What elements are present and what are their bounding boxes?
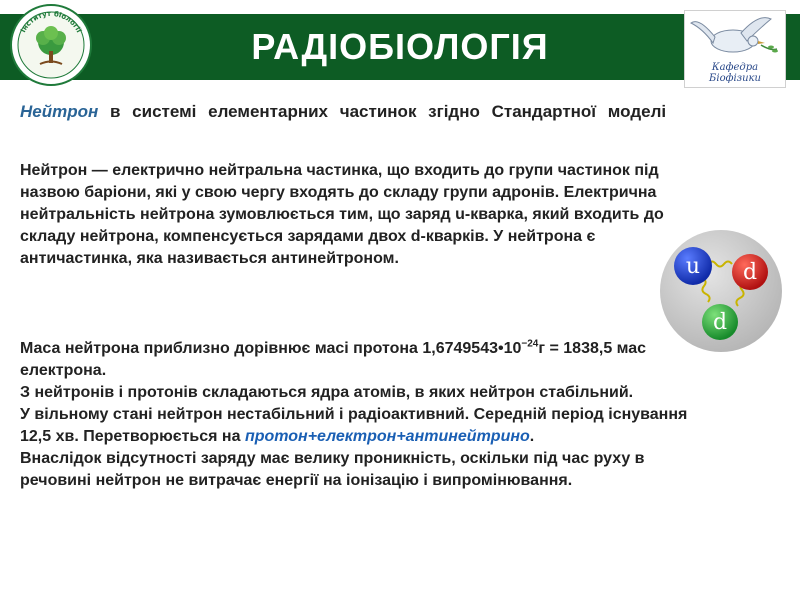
neutron-definition-paragraph: Нейтрон — електрично нейтральна частинка, що входить до групи частинок під назвою баріони, які у свою чергу входять до складу групи адронів. Електрична нейтральність нейтрона зумовлюється тим, що заряд u-кварка, який входить до складу нейтрона, компенсується зарядами двох d-кварків. У нейтрона є античастинка, яка називається антинейтроном.	[20, 162, 664, 267]
down-quark-bottom-label: d	[712, 310, 728, 335]
institute-logo	[10, 4, 92, 86]
free-state-text: У вільному стані нейтрон нестабільний і радіоактивний. Середній період існування 12,5 хв. Перетворюється на	[20, 406, 688, 445]
up-quark	[674, 247, 712, 285]
mass-prefix: Маса нейтрона приблизно дорівнює масі протона 1,6749543•10	[20, 340, 522, 357]
reaction-end: .	[529, 428, 535, 445]
neutron-properties-paragraph	[20, 338, 700, 492]
down-quark-top-label: d	[742, 260, 758, 285]
department-logo	[684, 10, 786, 88]
logo-ring-text: Інститут біології	[19, 9, 83, 34]
mass-suffix: г = 1838,5 мас електрона.	[20, 340, 647, 379]
down-quark-top	[732, 254, 768, 290]
subtitle-accent: Нейтрон	[20, 102, 99, 121]
penetration-statement: Внаслідок відсутності заряду має велику проникність, оскільки під час руху в речовині нейтрон не витрачає енергії на іонізацію і випромінювання.	[20, 450, 645, 489]
subtitle-rest: в системі елементарних частинок згідно Стандартної моделі	[98, 102, 667, 121]
decay-reaction: протон+електрон+антинейтрино	[244, 428, 530, 445]
free-state-statement	[20, 404, 700, 448]
header	[0, 0, 800, 90]
dove-icon	[685, 11, 785, 69]
mass-statement	[20, 338, 700, 382]
nuclei-statement: З нейтронів і протонів складаються ядра атомів, в яких нейтрон стабільний.	[20, 384, 634, 401]
slide-subtitle	[20, 100, 780, 124]
down-quark-bottom	[702, 304, 738, 340]
up-quark-label: u	[685, 254, 701, 279]
page-title: РАДІОБІОЛОГІЯ	[251, 26, 549, 67]
mass-exponent: −24	[521, 338, 539, 350]
neutron-quark-diagram	[658, 228, 784, 354]
department-caption: Кафедра Біофізики	[709, 62, 761, 84]
